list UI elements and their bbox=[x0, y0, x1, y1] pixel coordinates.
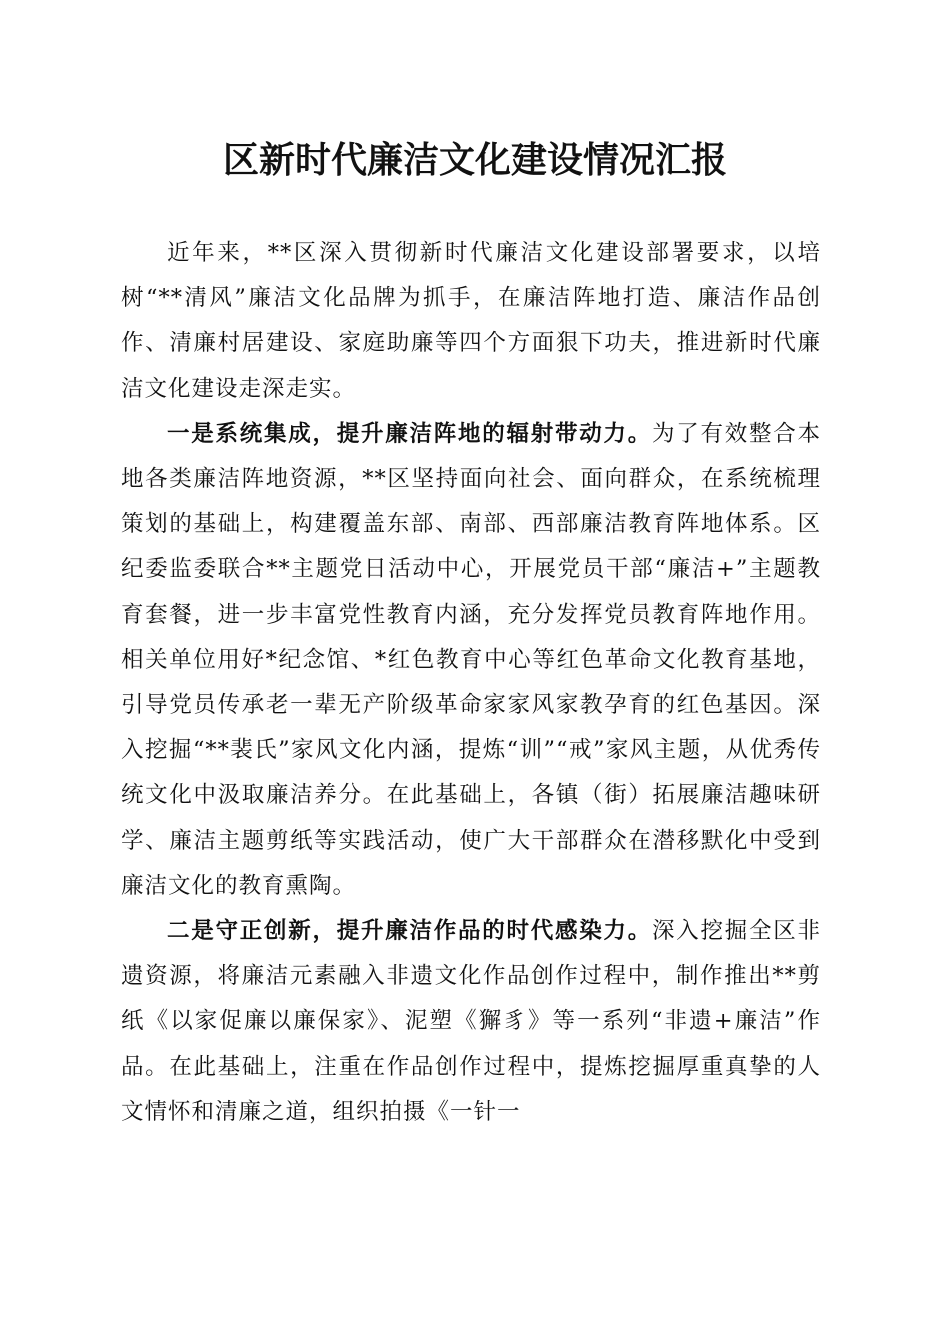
section-text-1: 为了有效整合本地各类廉洁阵地资源，**区坚持面向社会、面向群众，在系统梳理策划的基础上，构建覆盖东部、南部、西部廉洁教育阵地体系。区纪委监委联合**主题党日活动中心，开展党员干部“廉洁+”主题教育套餐，进一步丰富党性教育内涵，充分发挥党员教育阵地作用。相关单位用好*纪念馆、*红色教育中心等红色革命文化教育基地，引导党员传承老一辈无产阶级革命家家风家教孕育的红色基因。深入挖掘“**裴氏”家风文化内涵，提炼“训”“戒”家风主题，从优秀传统文化中汲取廉洁养分。在此基础上，各镇（街）拓展廉洁趣味研学、廉洁主题剪纸等实践活动，使广大干部群众在潜移默化中受到廉洁文化的教育熏陶。 bbox=[121, 420, 821, 899]
section-text-2: 深入挖掘全区非遗资源，将廉洁元素融入非遗文化作品创作过程中，制作推出**剪纸《以家促廉以廉保家》、泥塑《獬豸》等一系列“非遗+廉洁”作品。在此基础上，注重在作品创作过程中，提炼挖掘厚重真挚的人文情怀和清廉之道，组织拍摄《一针一 bbox=[121, 918, 821, 1125]
document-title: 区新时代廉洁文化建设情况汇报 bbox=[222, 139, 727, 181]
intro-paragraph: 近年来，**区深入贯彻新时代廉洁文化建设部署要求，以培树“**清风”廉洁文化品牌为抓手，在廉洁阵地打造、廉洁作品创作、清廉村居建设、家庭助廉等四个方面狠下功夫，推进新时代廉洁文化建设走深走实。 bbox=[121, 240, 821, 402]
section-paragraph-2 bbox=[121, 909, 821, 1135]
section-lead-1: 一是系统集成，提升廉洁阵地的辐射带动力。 bbox=[167, 420, 652, 447]
document-body bbox=[121, 231, 821, 1135]
section-paragraph-1 bbox=[121, 412, 821, 909]
section-lead-2: 二是守正创新，提升廉洁作品的时代感染力。 bbox=[167, 918, 652, 945]
